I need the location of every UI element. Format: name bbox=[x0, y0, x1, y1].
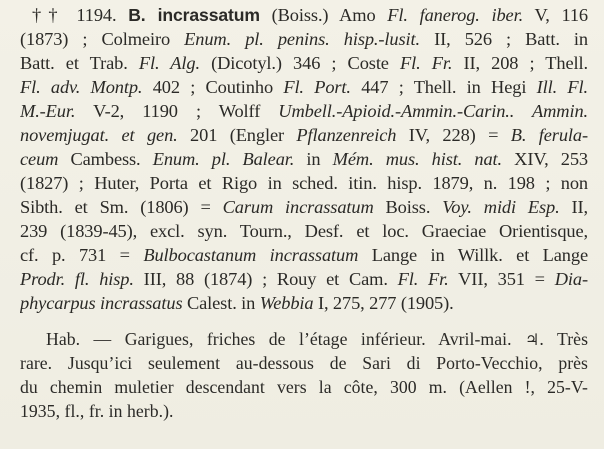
italic-citation-text: phycarpus incrassatus bbox=[20, 293, 183, 313]
habitat-line-3 bbox=[20, 375, 588, 399]
italic-citation-text: Fl. Fr. bbox=[397, 269, 449, 289]
text-segment: II, 208 ; Thell. bbox=[452, 53, 588, 73]
text-segment: 447 ; Thell. in Hegi bbox=[350, 77, 537, 97]
italic-citation-text: Enum. pl. Balear. bbox=[152, 149, 295, 169]
entry-line-9 bbox=[20, 195, 588, 219]
italic-citation-text: B. ferula- bbox=[510, 125, 588, 145]
italic-citation-text: Fl. Port. bbox=[283, 77, 351, 97]
text-segment: VII, 351 = bbox=[448, 269, 555, 289]
text-segment: I, 275, 277 (1905). bbox=[313, 293, 454, 313]
text-segment: 239 (1839-45), excl. syn. Tourn., Desf. et loc. Graeciae Orientisque, bbox=[20, 221, 588, 241]
text-segment: (1827) ; Huter, Porta et Rigo in sched. itin. hisp. 1879, n. 198 ; non bbox=[20, 173, 588, 193]
italic-citation-text: Pflanzenreich bbox=[296, 125, 397, 145]
italic-citation-text: Fl. fanerog. iber. bbox=[387, 5, 524, 25]
entry-line-11 bbox=[20, 243, 588, 267]
entry-line-12 bbox=[20, 267, 588, 291]
italic-citation-text: Prodr. fl. hisp. bbox=[20, 269, 134, 289]
text-segment: II, 526 ; Batt. in bbox=[419, 29, 588, 49]
italic-citation-text: ceum bbox=[20, 149, 59, 169]
text-segment: Batt. et Trab. bbox=[20, 53, 139, 73]
text-segment: rare. Jusqu’ici seulement au-dessous de Sari di Porto-Vecchio, près bbox=[20, 353, 588, 373]
italic-citation-text: Ill. Fl. bbox=[536, 77, 588, 97]
italic-citation-text: Dia- bbox=[554, 269, 588, 289]
habitat-line-1 bbox=[46, 327, 588, 351]
entry-line-10 bbox=[20, 219, 588, 243]
entry-line-3 bbox=[20, 51, 588, 75]
text-segment: in bbox=[294, 149, 333, 169]
text-segment bbox=[260, 5, 272, 25]
italic-citation-text: Webbia bbox=[259, 293, 314, 313]
italic-citation-text: Enum. pl. penins. hisp.-lusit. bbox=[184, 29, 420, 49]
text-segment: III, 88 (1874) ; Rouy et Cam. bbox=[133, 269, 398, 289]
italic-citation-text: Fl. adv. Montp. bbox=[20, 77, 143, 97]
text-segment: (1873) ; Colmeiro bbox=[20, 29, 185, 49]
italic-citation-text: Voy. midi Esp. bbox=[442, 197, 560, 217]
text-segment: 402 ; Coutinho bbox=[142, 77, 284, 97]
text-segment: V-2, 1190 ; Wolff bbox=[75, 101, 279, 121]
entry-line-8 bbox=[20, 171, 588, 195]
text-segment: du chemin muletier descendant vers la côte, 300 m. (Aellen !, 25-V- bbox=[20, 377, 588, 397]
italic-citation-text: Fl. Fr. bbox=[400, 53, 453, 73]
text-segment: cf. p. 731 = bbox=[20, 245, 144, 265]
entry-line-5 bbox=[20, 99, 588, 123]
introduced-mark: †† bbox=[32, 5, 65, 25]
entry-line-6 bbox=[20, 123, 588, 147]
text-segment: IV, 228) = bbox=[396, 125, 511, 145]
species-name: B. incrassatum bbox=[128, 5, 260, 25]
text-segment: 201 (Engler bbox=[177, 125, 297, 145]
text-segment: (Boiss.) Amo bbox=[271, 5, 388, 25]
text-segment: Lange in Willk. et Lange bbox=[358, 245, 588, 265]
italic-citation-text: Bulbocastanum incrassatum bbox=[143, 245, 359, 265]
italic-citation-text: Umbell.-Apioid.-Ammin.-Carin.. Ammin. bbox=[278, 101, 588, 121]
text-segment: V, 116 bbox=[523, 5, 588, 25]
text-segment: . Très bbox=[539, 329, 588, 349]
entry-line-segments bbox=[260, 5, 588, 25]
italic-citation-text: Mém. mus. hist. nat. bbox=[332, 149, 502, 169]
entry-number: 1194. bbox=[76, 5, 117, 25]
entry-line-13 bbox=[20, 291, 588, 315]
text-segment: II, bbox=[559, 197, 588, 217]
habitat-line-4 bbox=[20, 399, 588, 423]
entry-line-1 bbox=[32, 3, 588, 27]
italic-citation-text: Fl. Alg. bbox=[138, 53, 200, 73]
italic-citation-text: novemjugat. et gen. bbox=[20, 125, 178, 145]
italic-citation-text: Carum incrassatum bbox=[222, 197, 374, 217]
entry-line-2 bbox=[20, 27, 588, 51]
italic-citation-text: M.-Eur. bbox=[20, 101, 76, 121]
text-segment: Sibth. et Sm. (1806) = bbox=[20, 197, 223, 217]
text-segment: Boiss. bbox=[373, 197, 443, 217]
text-segment: 1935, fl., fr. in herb.). bbox=[20, 401, 174, 421]
text-segment: Cambess. bbox=[58, 149, 153, 169]
entry-line-4 bbox=[20, 75, 588, 99]
perennial-symbol: ♃ bbox=[525, 330, 540, 349]
habitat-line-2 bbox=[20, 351, 588, 375]
text-segment: (Dicotyl.) 346 ; Coste bbox=[199, 53, 401, 73]
text-segment: XIV, 253 bbox=[502, 149, 588, 169]
text-segment: Hab. — Garigues, friches de l’étage inférieur. Avril-mai. bbox=[46, 329, 525, 349]
text-segment: Calest. in bbox=[182, 293, 260, 313]
entry-line-7 bbox=[20, 147, 588, 171]
